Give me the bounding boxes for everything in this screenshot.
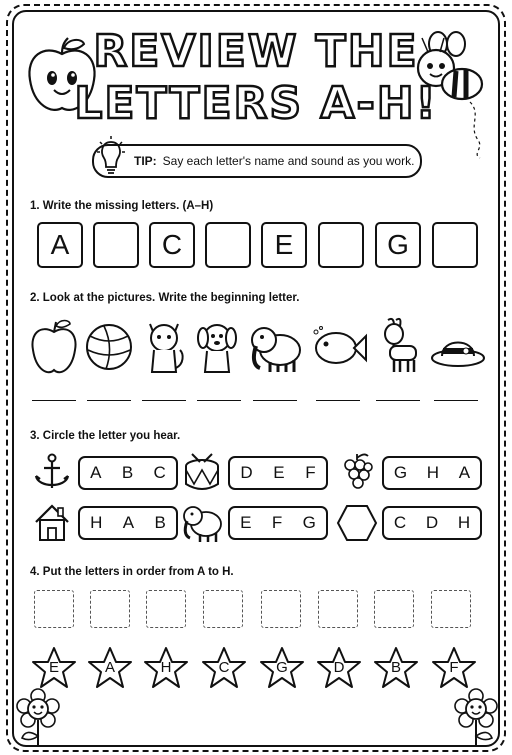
letter-choice[interactable]: H: [457, 513, 471, 532]
letter-box[interactable]: A: [37, 222, 83, 268]
question-4-title: 4. Put the letters in order from A to H.: [30, 566, 234, 578]
letter-choice[interactable]: H: [90, 513, 103, 532]
order-box[interactable]: [146, 590, 186, 628]
letter-star[interactable]: [87, 646, 133, 690]
question-2-title: 2. Look at the pictures. Write the beginning letter.: [30, 292, 300, 304]
letter-choice-group: [228, 456, 328, 490]
letter-choice[interactable]: B: [121, 463, 134, 482]
anchor-icon: [32, 452, 72, 492]
letter-star[interactable]: [31, 646, 77, 690]
letter-choice[interactable]: F: [271, 513, 283, 532]
answer-line[interactable]: [253, 400, 297, 401]
order-box[interactable]: [261, 590, 301, 628]
star-letter: F: [449, 659, 459, 676]
question-3-title: 3. Circle the letter you hear.: [30, 430, 181, 442]
letter-choice-group: [78, 456, 178, 490]
letter-box[interactable]: [432, 222, 478, 268]
order-box[interactable]: [203, 590, 243, 628]
letter-box[interactable]: [318, 222, 364, 268]
star-letter: D: [333, 659, 345, 676]
letter-choice[interactable]: E: [273, 463, 285, 482]
letter-choice[interactable]: E: [240, 513, 252, 532]
grapes-icon: [340, 452, 374, 494]
letter-choice-group: [382, 456, 482, 490]
letter-choice[interactable]: B: [154, 513, 166, 532]
letter-star[interactable]: [143, 646, 189, 690]
letter-choice[interactable]: D: [425, 513, 439, 532]
star-letter: E: [48, 659, 59, 676]
elephant-icon: [180, 500, 224, 544]
letter-choice[interactable]: C: [153, 463, 166, 482]
goat-icon: [374, 316, 422, 376]
answer-line[interactable]: [376, 400, 420, 401]
letter-choice[interactable]: G: [302, 513, 316, 532]
letter-star[interactable]: [259, 646, 305, 690]
elephant-icon: [248, 318, 304, 376]
star-letter: G: [276, 659, 288, 676]
order-box[interactable]: [90, 590, 130, 628]
answer-line[interactable]: [142, 400, 186, 401]
answer-line[interactable]: [87, 400, 131, 401]
letter-choice[interactable]: A: [90, 463, 102, 482]
flower-icon: [452, 688, 500, 748]
dog-icon: [194, 318, 240, 376]
answer-line[interactable]: [197, 400, 241, 401]
letter-star[interactable]: [316, 646, 362, 690]
letter-star[interactable]: [431, 646, 477, 690]
hat-icon: [430, 330, 486, 368]
letter-star[interactable]: [201, 646, 247, 690]
letter-choice[interactable]: A: [122, 513, 135, 532]
house-icon: [32, 502, 72, 542]
letter-choice-group: [228, 506, 328, 540]
title-line-2: LETTERS A-H!: [74, 78, 438, 129]
order-box[interactable]: [318, 590, 358, 628]
letter-choice-group: [78, 506, 178, 540]
apple-icon: [30, 318, 78, 376]
flower-icon: [14, 688, 62, 748]
letter-choice[interactable]: H: [426, 463, 440, 482]
answer-line[interactable]: [32, 400, 76, 401]
letter-choice[interactable]: C: [393, 513, 407, 532]
star-letter: H: [160, 659, 172, 676]
question-1-title: 1. Write the missing letters. (A–H): [30, 200, 214, 212]
star-letter: C: [218, 659, 230, 676]
hexagon-icon: [336, 504, 378, 542]
answer-line[interactable]: [316, 400, 360, 401]
cat-icon: [142, 318, 186, 376]
letter-box[interactable]: E: [261, 222, 307, 268]
order-box[interactable]: [374, 590, 414, 628]
star-letter: B: [390, 659, 401, 676]
ball-icon: [84, 322, 134, 372]
order-box[interactable]: [431, 590, 471, 628]
letter-star[interactable]: [373, 646, 419, 690]
letter-box[interactable]: [205, 222, 251, 268]
letter-choice[interactable]: F: [305, 463, 316, 482]
letter-box[interactable]: C: [149, 222, 195, 268]
order-box[interactable]: [34, 590, 74, 628]
star-letter: A: [104, 659, 115, 676]
tip-box: [92, 144, 422, 178]
answer-line[interactable]: [434, 400, 478, 401]
tip-label: TIP:: [134, 154, 157, 168]
tip-text: Say each letter's name and sound as you work.: [162, 154, 415, 168]
letter-choice[interactable]: D: [240, 463, 253, 482]
letter-choice-group: [382, 506, 482, 540]
title-line-1: REVIEW THE: [93, 26, 419, 77]
letter-choice[interactable]: A: [458, 463, 471, 482]
drum-icon: [182, 452, 222, 494]
letter-box[interactable]: G: [375, 222, 421, 268]
letter-choice[interactable]: G: [393, 463, 408, 482]
fish-icon: [312, 326, 368, 370]
letter-box[interactable]: [93, 222, 139, 268]
